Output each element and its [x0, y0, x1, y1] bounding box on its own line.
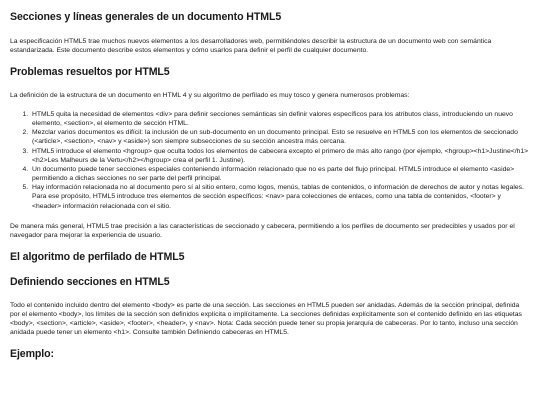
summary-paragraph: De manera más general, HTML5 trae precisión a las características de seccionado y cabecera, permitiendo a los perfiles de documento ser predecibles y usados por el navegador para mejorar la experiencia de usuario. [10, 222, 515, 239]
list-item: 5. Hay información relacionada no al documento pero sí al sitio entero, como logos, menús, tablas de contenidos, o información de derechos de autor y notas legales. Para ese propósito, HTML5 introduce tres elementos de sección específicos: <nav> para colecciones de enlaces, como una tabla de contenidos, <footer> y <header> información relacionada con el sitio. [30, 183, 530, 211]
problems-heading: Problemas resueltos por HTML5 [10, 66, 170, 79]
problems-intro-paragraph: La definición de la estructura de un documento en HTML 4 y su algoritmo de perfilado es muy tosco y genera numerosos problemas: [10, 91, 410, 99]
list-item: 2. Mezclar varios documentos es difícil: la inclusión de un sub-documento en un documento principal. Esto se resuelve en HTML5 con los elementos de seccionado (<article>, <section>, <nav> y <aside>) son siempre subsecciones de su sección ancestra más cercana. [30, 128, 530, 146]
list-item: 1. HTML5 quita la necesidad de elementos <div> para definir secciones semánticas sin definir valores específicos para los atributos class, introduciendo un nuevo elemento, <section>, el elemento de sección HTML. [30, 110, 530, 128]
problems-list [10, 110, 530, 211]
example-heading: Ejemplo: [10, 348, 54, 361]
list-item: 4. Un documento puede tener secciones especiales conteniendo información relacionado que no es parte del flujo principal. HTML5 introduce el elemento <aside> permitiendo a dichas secciones no ser parte del perfil principal. [30, 165, 530, 183]
algorithm-heading: El algoritmo de perfilado de HTML5 [10, 251, 185, 264]
intro-paragraph: La especificación HTML5 trae muchos nuevos elementos a los desarrolladores web, permitiéndoles describir la estructura de un documento web con semántica estandarizada. Este documento describe estos elementos y cómo usarlos para definir el perfil de cualquier documento. [10, 37, 492, 54]
page-title: Secciones y líneas generales de un documento HTML5 [10, 11, 282, 23]
defining-sections-heading: Definiendo secciones en HTML5 [10, 275, 170, 288]
list-item: 3. HTML5 introduce el elemento <hgroup> que oculta todos los elementos de cabecera excepto el primero de más alto rango (por ejemplo, <hgroup><h1>Justine</h1><h2>Les Malheurs de la Vertu</h2></hgroup> crea el perfil 1. Justine). [30, 147, 530, 165]
defining-sections-paragraph: Todo el contenido incluido dentro del elemento <body> es parte de una sección. Las secciones en HTML5 pueden ser anidadas. Además de la sección principal, definida por el elemento <body>, los límites de la sección son definidos explícita o implícitamente. La secciones definidas explícitamente son el contenido definido en las etiquetas <body>, <section>, <article>, <aside>, <footer>, <header>, y <nav>. Nota: Cada sección puede tener su propia jerarquía de cabeceras. Por lo tanto, incluso una sección anidada puede tener un elemento <h1>. Consulte también Definiendo cabeceras en HTML5. [10, 301, 522, 337]
